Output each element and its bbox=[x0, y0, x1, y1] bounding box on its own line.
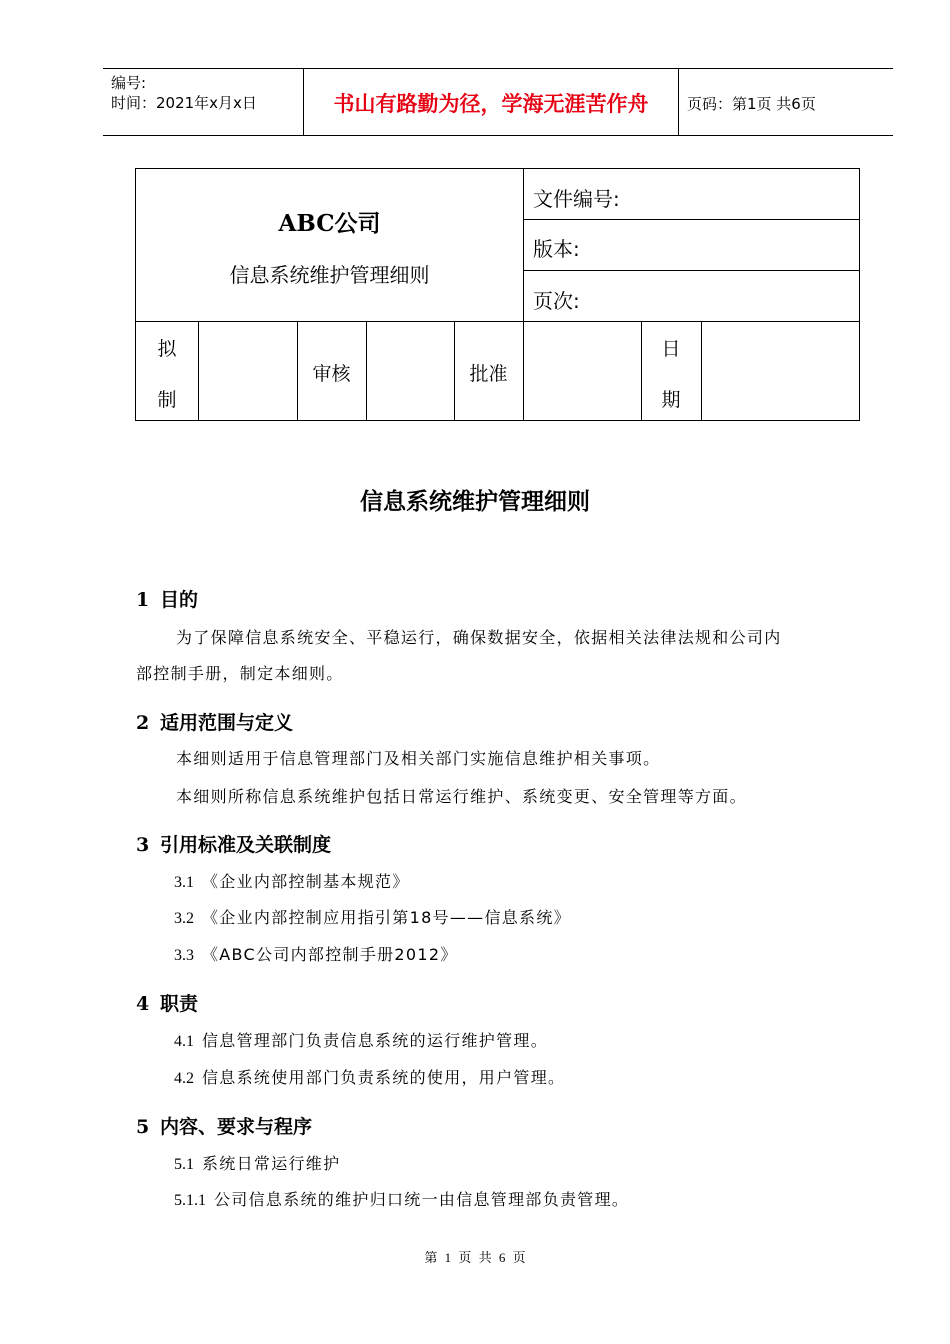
item-number: 5.1 bbox=[174, 1156, 194, 1173]
list-item bbox=[174, 869, 410, 892]
table-line bbox=[523, 321, 524, 421]
header-meta bbox=[111, 73, 257, 113]
item-text: 公司信息系统的维护归口统一由信息管理部负责管理。 bbox=[214, 1190, 630, 1209]
version-label: 版本: bbox=[533, 237, 580, 261]
paragraph: 部控制手册，制定本细则。 bbox=[136, 664, 344, 683]
file-number-label: 文件编号: bbox=[533, 187, 620, 211]
drafted-label-2: 制 bbox=[157, 389, 177, 411]
item-number: 3.2 bbox=[174, 910, 194, 927]
section-number: 4 bbox=[136, 993, 150, 1015]
document-title: 信息系统维护管理细则 bbox=[360, 489, 590, 515]
reviewed-label: 审核 bbox=[312, 363, 351, 385]
item-number: 5.1.1 bbox=[174, 1192, 206, 1209]
number-label: 编号: bbox=[111, 74, 147, 92]
page-count-label: 页次: bbox=[533, 289, 580, 313]
item-number: 3.3 bbox=[174, 947, 194, 964]
item-number: 3.1 bbox=[174, 874, 194, 891]
section-heading bbox=[136, 708, 293, 735]
time-label: 时间：2021年x月x日 bbox=[111, 94, 257, 112]
company-name: ABC公司 bbox=[278, 210, 381, 237]
table-line bbox=[366, 321, 367, 421]
header-divider bbox=[678, 69, 679, 135]
item-text: 信息管理部门负责信息系统的运行维护管理。 bbox=[202, 1031, 549, 1050]
paragraph: 本细则所称信息系统维护包括日常运行维护、系统变更、安全管理等方面。 bbox=[176, 787, 747, 806]
table-line bbox=[523, 270, 860, 271]
section-number: 2 bbox=[136, 712, 150, 734]
section-title: 目的 bbox=[160, 589, 199, 611]
list-item bbox=[174, 942, 458, 965]
section-title: 职责 bbox=[160, 993, 199, 1015]
item-text: 《企业内部控制应用指引第18号——信息系统》 bbox=[202, 908, 571, 927]
section-heading bbox=[136, 830, 331, 857]
section-number: 1 bbox=[136, 589, 150, 611]
cover-table bbox=[135, 168, 860, 421]
list-item bbox=[174, 1065, 565, 1088]
section-heading bbox=[136, 1112, 312, 1139]
list-item bbox=[174, 1028, 548, 1051]
cover-subtitle: 信息系统维护管理细则 bbox=[229, 263, 430, 287]
item-text: 信息系统使用部门负责系统的使用，用户管理。 bbox=[202, 1068, 566, 1087]
item-text: 系统日常运行维护 bbox=[202, 1154, 341, 1173]
paragraph: 本细则适用于信息管理部门及相关部门实施信息维护相关事项。 bbox=[176, 749, 661, 768]
date-label-1: 日 bbox=[661, 338, 681, 360]
item-text: 《企业内部控制基本规范》 bbox=[202, 872, 410, 891]
date-label-2: 期 bbox=[661, 389, 681, 411]
section-number: 5 bbox=[136, 1116, 150, 1138]
item-text: 《ABC公司内部控制手册2012》 bbox=[202, 945, 458, 964]
page-header bbox=[103, 68, 893, 136]
item-number: 4.1 bbox=[174, 1033, 194, 1050]
list-item bbox=[174, 1151, 340, 1174]
table-line bbox=[136, 321, 860, 322]
section-title: 引用标准及关联制度 bbox=[160, 834, 332, 856]
approved-label: 批准 bbox=[469, 363, 508, 385]
table-line bbox=[701, 321, 702, 421]
header-page-info: 页码：第1页 共6页 bbox=[687, 94, 816, 113]
drafted-label-1: 拟 bbox=[157, 338, 177, 360]
section-heading bbox=[136, 585, 198, 612]
section-title: 内容、要求与程序 bbox=[160, 1116, 313, 1138]
section-title: 适用范围与定义 bbox=[160, 712, 294, 734]
paragraph: 为了保障信息系统安全、平稳运行，确保数据安全，依据相关法律法规和公司内 bbox=[176, 628, 782, 647]
page-footer: 第 1 页 共 6 页 bbox=[424, 1250, 526, 1265]
table-line bbox=[198, 321, 199, 421]
list-item bbox=[174, 1187, 629, 1210]
table-line bbox=[523, 219, 860, 220]
header-motto: 书山有路勤为径，学海无涯苦作舟 bbox=[333, 92, 649, 116]
table-line bbox=[523, 169, 524, 321]
list-item bbox=[174, 905, 571, 928]
item-number: 4.2 bbox=[174, 1070, 194, 1087]
section-heading bbox=[136, 989, 198, 1016]
section-number: 3 bbox=[136, 834, 150, 856]
